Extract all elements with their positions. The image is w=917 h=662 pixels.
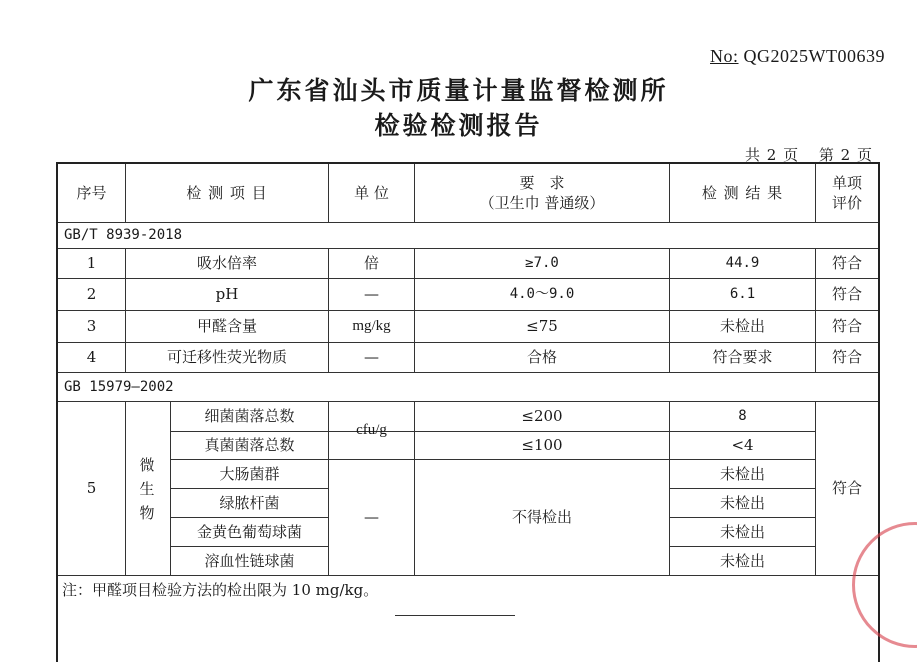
page-current: 第 2 页 [818, 146, 873, 164]
row-seq: 2 [86, 285, 97, 304]
report-number-value: QG2025WT00639 [743, 46, 885, 66]
report-number-label: No: [710, 46, 739, 66]
sub-item: 细菌菌落总数 [204, 407, 295, 426]
row-requirement: ≤75 [526, 317, 558, 336]
report-number [710, 46, 885, 67]
row-item: 甲醛含量 [196, 317, 257, 336]
sub-result: 未检出 [719, 522, 765, 541]
row-seq: 1 [86, 254, 97, 273]
row-seq: 5 [86, 479, 97, 498]
sub-item: 大肠菌群 [219, 464, 280, 483]
header-item: 检 测 项 目 [186, 183, 268, 202]
row-unit: — [364, 285, 379, 304]
sub-item: 绿脓杆菌 [219, 493, 280, 512]
row-evaluation: 符合 [831, 285, 862, 304]
unit-none: — [364, 508, 379, 527]
requirement-not-detected: 不得检出 [511, 508, 572, 527]
standard-label: GB 15979—2002 [64, 378, 174, 395]
end-line [395, 615, 515, 616]
sub-result: <4 [731, 436, 754, 455]
row-seq: 3 [86, 317, 97, 336]
standard-label: GB/T 8939-2018 [64, 227, 183, 244]
header-requirement-subtitle: （卫生巾 普通级） [479, 194, 605, 212]
sub-result: 未检出 [719, 493, 765, 512]
row-seq: 4 [86, 348, 97, 367]
row-unit: mg/kg [352, 318, 391, 335]
row-result: 6.1 [729, 286, 756, 303]
group-evaluation: 符合 [831, 479, 862, 498]
sub-item: 溶血性链球菌 [204, 551, 295, 570]
group-char: 物 [139, 503, 157, 522]
header-requirement-title: 要 求 [519, 173, 565, 192]
header-result: 检 测 结 果 [701, 183, 784, 202]
header-evaluation-line1: 单项 [831, 173, 862, 192]
header-seq: 序号 [76, 183, 107, 202]
page-total: 共 2 页 [745, 146, 800, 164]
table-bottom-line [58, 575, 878, 576]
microbe-group-label [126, 402, 170, 575]
row-requirement: ≥7.0 [525, 255, 559, 272]
header-unit: 单 位 [354, 183, 389, 202]
group-char: 生 [139, 479, 157, 498]
sub-requirement: ≤200 [521, 407, 563, 426]
footnote: 注：甲醛项目检验方法的检出限为 10 mg/kg。 [62, 581, 379, 599]
row-requirement: 4.0～9.0 [509, 286, 575, 303]
header-evaluation-line2: 评价 [831, 194, 862, 212]
row-item: 吸水倍率 [196, 254, 257, 273]
sub-requirement: ≤100 [521, 436, 563, 455]
unit-cfu: cfu/g [356, 422, 387, 439]
row-evaluation: 符合 [831, 348, 862, 367]
sub-item: 真菌菌落总数 [204, 436, 295, 455]
sub-item: 金黄色葡萄球菌 [196, 522, 302, 541]
row-unit: 倍 [363, 254, 379, 273]
group-char: 微 [139, 455, 157, 474]
row-result: 未检出 [719, 317, 765, 336]
row-evaluation: 符合 [831, 317, 862, 336]
sub-result: 未检出 [719, 551, 765, 570]
institution-title: 广东省汕头市质量计量监督检测所 [248, 76, 669, 105]
row-evaluation: 符合 [831, 254, 862, 273]
row-requirement: 合格 [526, 348, 557, 367]
row-item: pH [215, 285, 239, 304]
row-result: 符合要求 [712, 348, 773, 367]
row-result: 44.9 [725, 255, 760, 272]
header-requirement [415, 164, 669, 222]
row-item: 可迁移性荧光物质 [166, 348, 287, 367]
sub-result: 8 [738, 408, 747, 425]
row-unit: — [364, 348, 379, 367]
sub-result: 未检出 [719, 464, 765, 483]
header-evaluation [816, 164, 878, 222]
report-title: 检验检测报告 [374, 111, 543, 140]
